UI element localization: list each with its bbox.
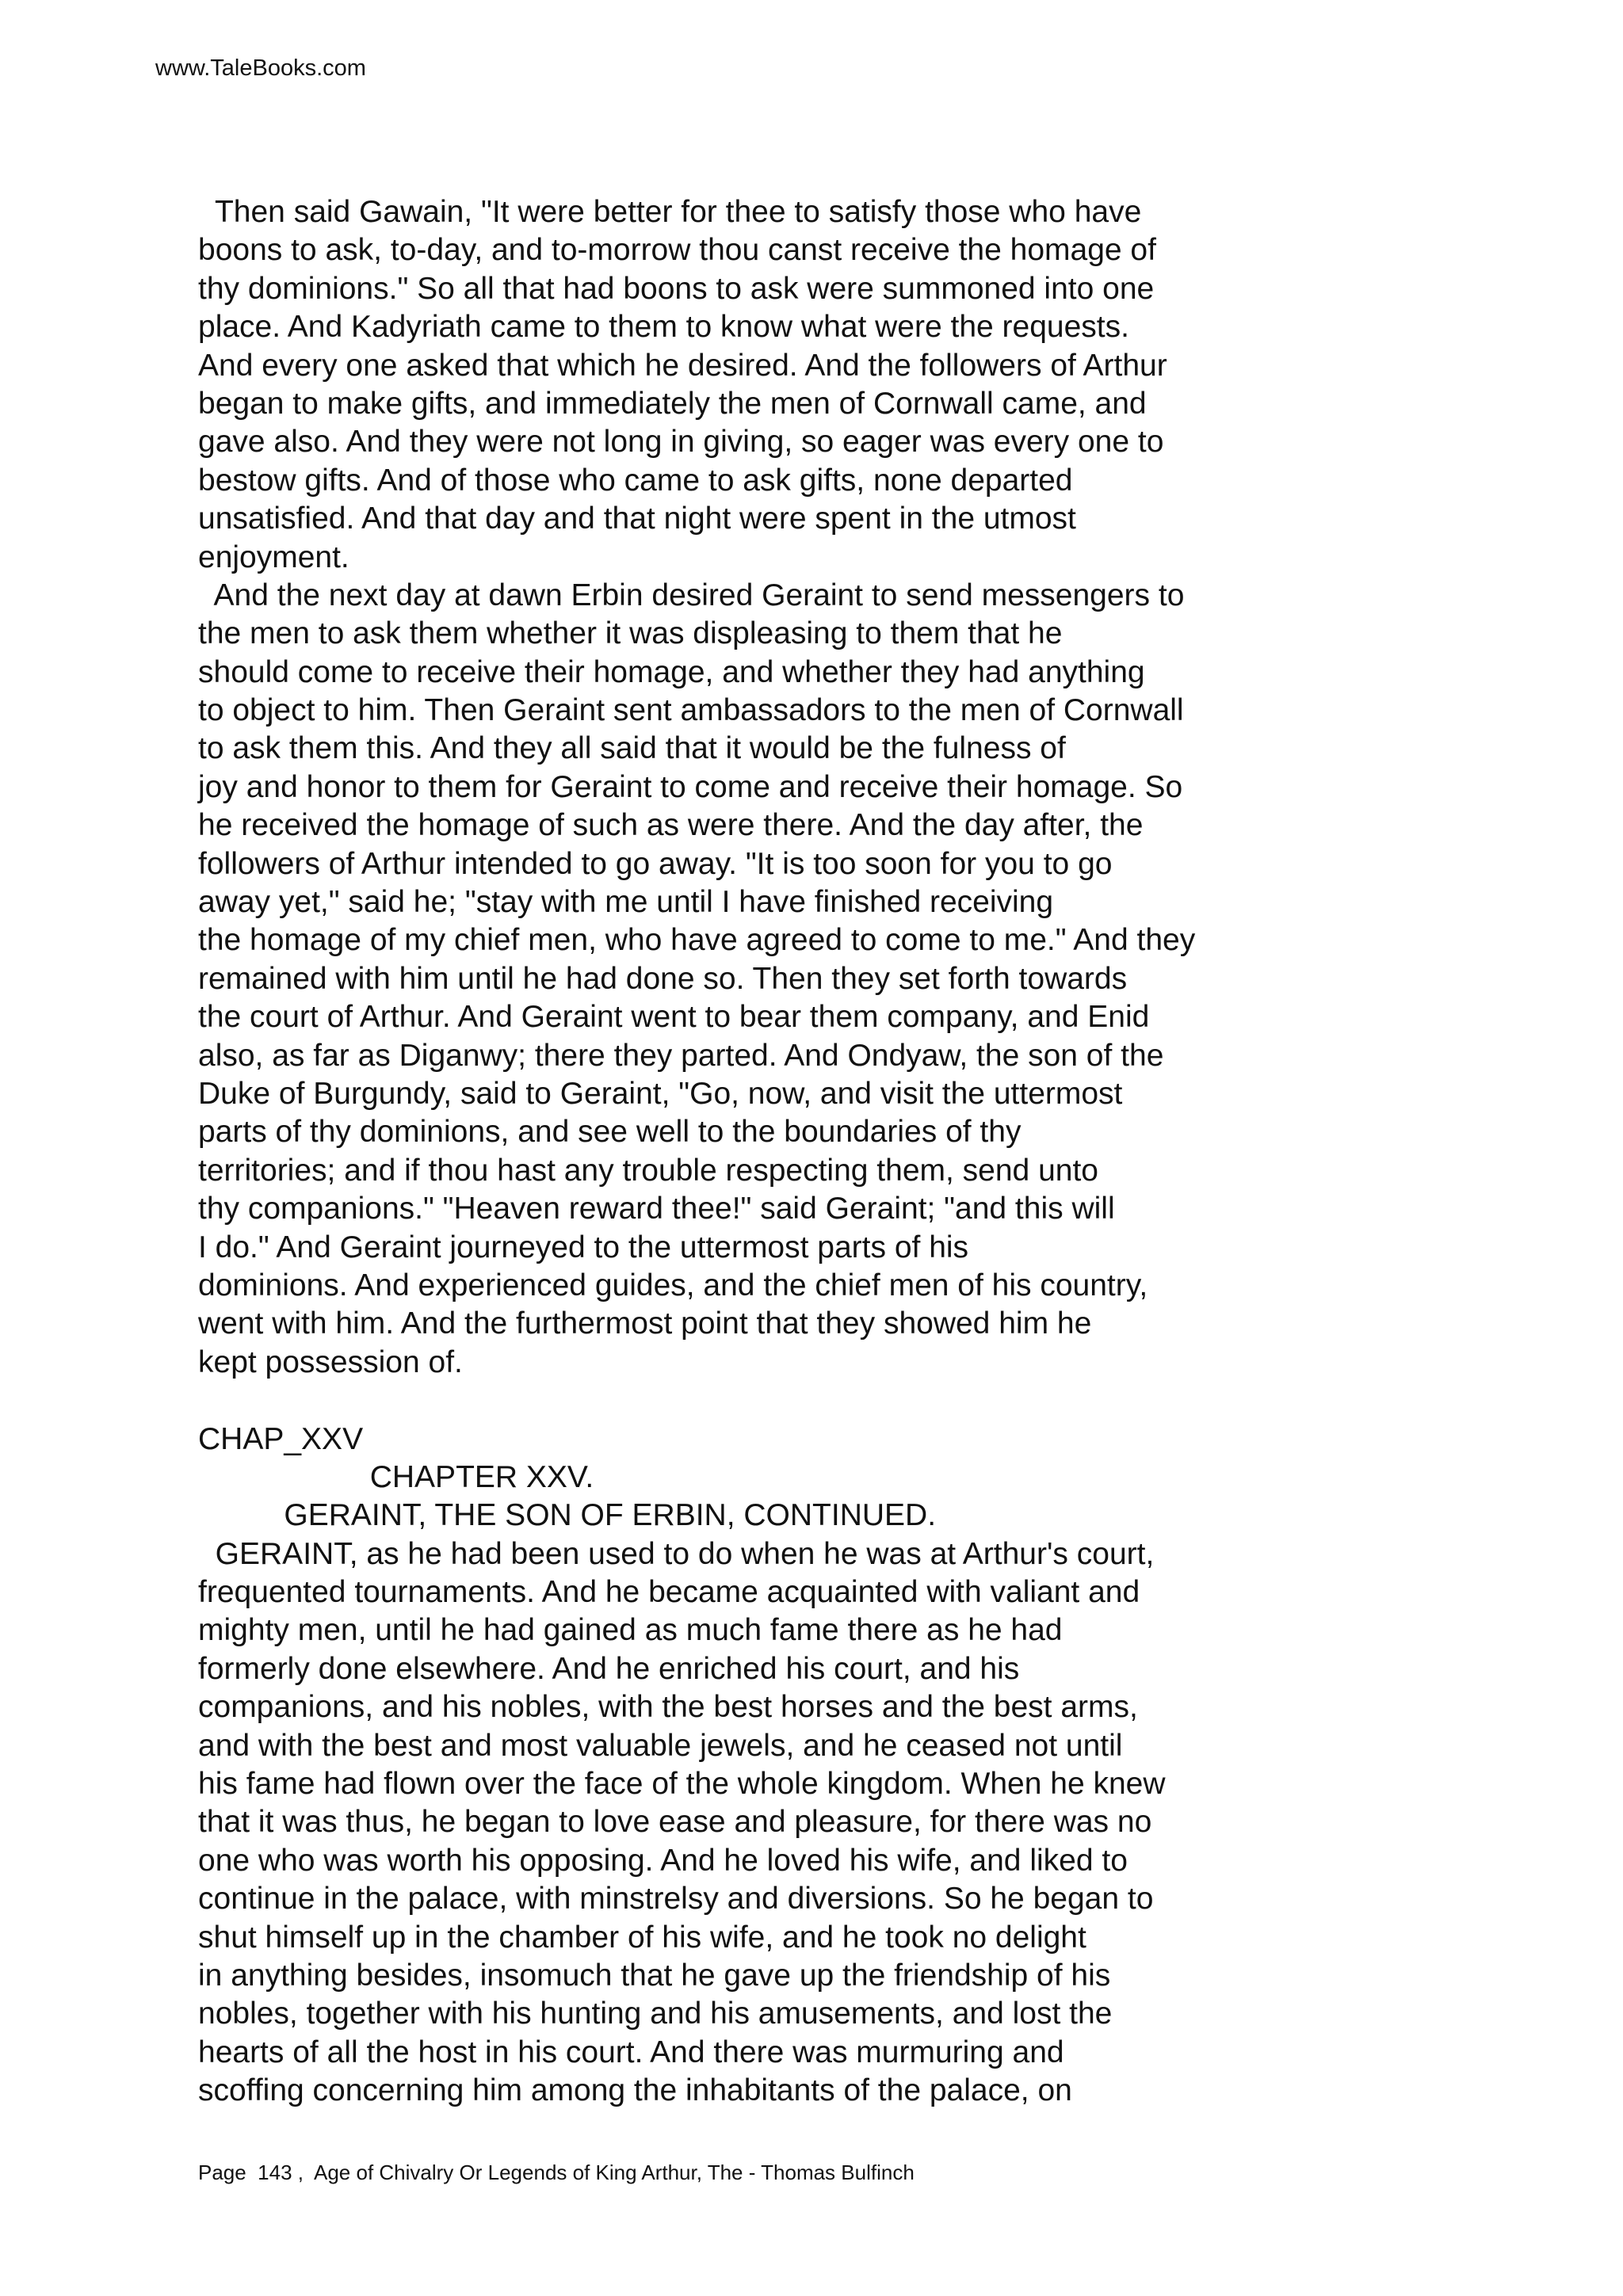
text-line: territories; and if thou hast any trouble respecting them, send unto	[198, 1153, 1098, 1188]
text-line: kept possession of.	[198, 1344, 463, 1379]
text-line: remained with him until he had done so. Then they set forth towards	[198, 961, 1128, 996]
text-line: formerly done elsewhere. And he enriched his court, and his	[198, 1651, 1020, 1686]
text-line: his fame had flown over the face of the whole kingdom. When he knew	[198, 1767, 1166, 1802]
text-line: and with the best and most valuable jewels, and he ceased not until	[198, 1728, 1123, 1763]
text-line: one who was worth his opposing. And he loved his wife, and liked to	[198, 1843, 1128, 1878]
text-line: continue in the palace, with minstrelsy and diversions. So he began to	[198, 1882, 1154, 1917]
text-line: dominions. And experienced guides, and the chief men of his country,	[198, 1268, 1148, 1302]
text-line: gave also. And they were not long in giving, so eager was every one to	[198, 425, 1164, 460]
text-line: parts of thy dominions, and see well to the boundaries of thy	[198, 1115, 1022, 1150]
text-line: And every one asked that which he desired. And the followers of Arthur	[198, 348, 1167, 383]
text-line: frequented tournaments. And he became acquainted with valiant and	[198, 1575, 1140, 1610]
text-line: should come to receive their homage, and whether they had anything	[198, 654, 1145, 689]
text-line: the men to ask them whether it was displeasing to them that he	[198, 616, 1063, 651]
text-line: unsatisfied. And that day and that night were spent in the utmost	[198, 502, 1076, 536]
text-line: away yet," said he; "stay with me until I have finished receiving	[198, 885, 1054, 920]
text-line: to ask them this. And they all said that it would be the fulness of	[198, 731, 1066, 766]
text-line: boons to ask, to-day, and to-morrow thou canst receive the homage of	[198, 233, 1156, 268]
text-line: thy dominions." So all that had boons to ask were summoned into one	[198, 271, 1155, 306]
page-body	[198, 193, 1561, 2111]
text-line: he received the homage of such as were there. And the day after, the	[198, 808, 1144, 843]
text-line: also, as far as Diganwy; there they parted. And Ondyaw, the son of the	[198, 1038, 1164, 1073]
text-line: CHAPTER XXV.	[198, 1459, 594, 1494]
text-line: shut himself up in the chamber of his wife, and he took no delight	[198, 1920, 1086, 1955]
text-line: GERAINT, THE SON OF ERBIN, CONTINUED.	[198, 1498, 937, 1533]
text-line: hearts of all the host in his court. And there was murmuring and	[198, 2035, 1064, 2069]
site-url: www.TaleBooks.com	[155, 55, 366, 81]
text-line	[198, 1382, 1561, 1420]
text-line: that it was thus, he began to love ease and pleasure, for there was no	[198, 1805, 1152, 1840]
text-line: went with him. And the furthermost point that they showed him he	[198, 1306, 1092, 1341]
text-line: And the next day at dawn Erbin desired Geraint to send messengers to	[198, 578, 1185, 612]
text-line: mighty men, until he had gained as much fame there as he had	[198, 1613, 1063, 1648]
text-line: nobles, together with his hunting and his amusements, and lost the	[198, 1997, 1113, 2031]
text-line: began to make gifts, and immediately the men of Cornwall came, and	[198, 386, 1147, 421]
text-line: thy companions." "Heaven reward thee!" said Geraint; "and this will	[198, 1192, 1115, 1226]
text-line: the homage of my chief men, who have agreed to come to me." And they	[198, 923, 1196, 958]
text-line: GERAINT, as he had been used to do when he was at Arthur's court,	[198, 1536, 1155, 1571]
text-line: Then said Gawain, "It were better for thee to satisfy those who have	[198, 195, 1142, 229]
page-footer: Page 143 , Age of Chivalry Or Legends of King Arthur, The - Thomas Bulfinch	[198, 2161, 915, 2184]
text-line: I do." And Geraint journeyed to the uttermost parts of his	[198, 1230, 969, 1264]
text-line: enjoyment.	[198, 540, 349, 574]
text-line: CHAP_XXV	[198, 1421, 364, 1456]
text-line: joy and honor to them for Geraint to come and receive their homage. So	[198, 769, 1183, 804]
text-line: in anything besides, insomuch that he gave up the friendship of his	[198, 1958, 1111, 1993]
text-line: scoffing concerning him among the inhabitants of the palace, on	[198, 2073, 1072, 2108]
text-line: companions, and his nobles, with the best horses and the best arms,	[198, 1690, 1138, 1725]
text-line: the court of Arthur. And Geraint went to bear them company, and Enid	[198, 1000, 1150, 1035]
text-line: place. And Kadyriath came to them to know what were the requests.	[198, 310, 1129, 345]
text-line: followers of Arthur intended to go away. "It is too soon for you to go	[198, 846, 1113, 881]
text-line: to object to him. Then Geraint sent ambassadors to the men of Cornwall	[198, 693, 1184, 728]
text-line: Duke of Burgundy, said to Geraint, "Go, now, and visit the uttermost	[198, 1076, 1123, 1111]
text-line: bestow gifts. And of those who came to ask gifts, none departed	[198, 463, 1073, 498]
